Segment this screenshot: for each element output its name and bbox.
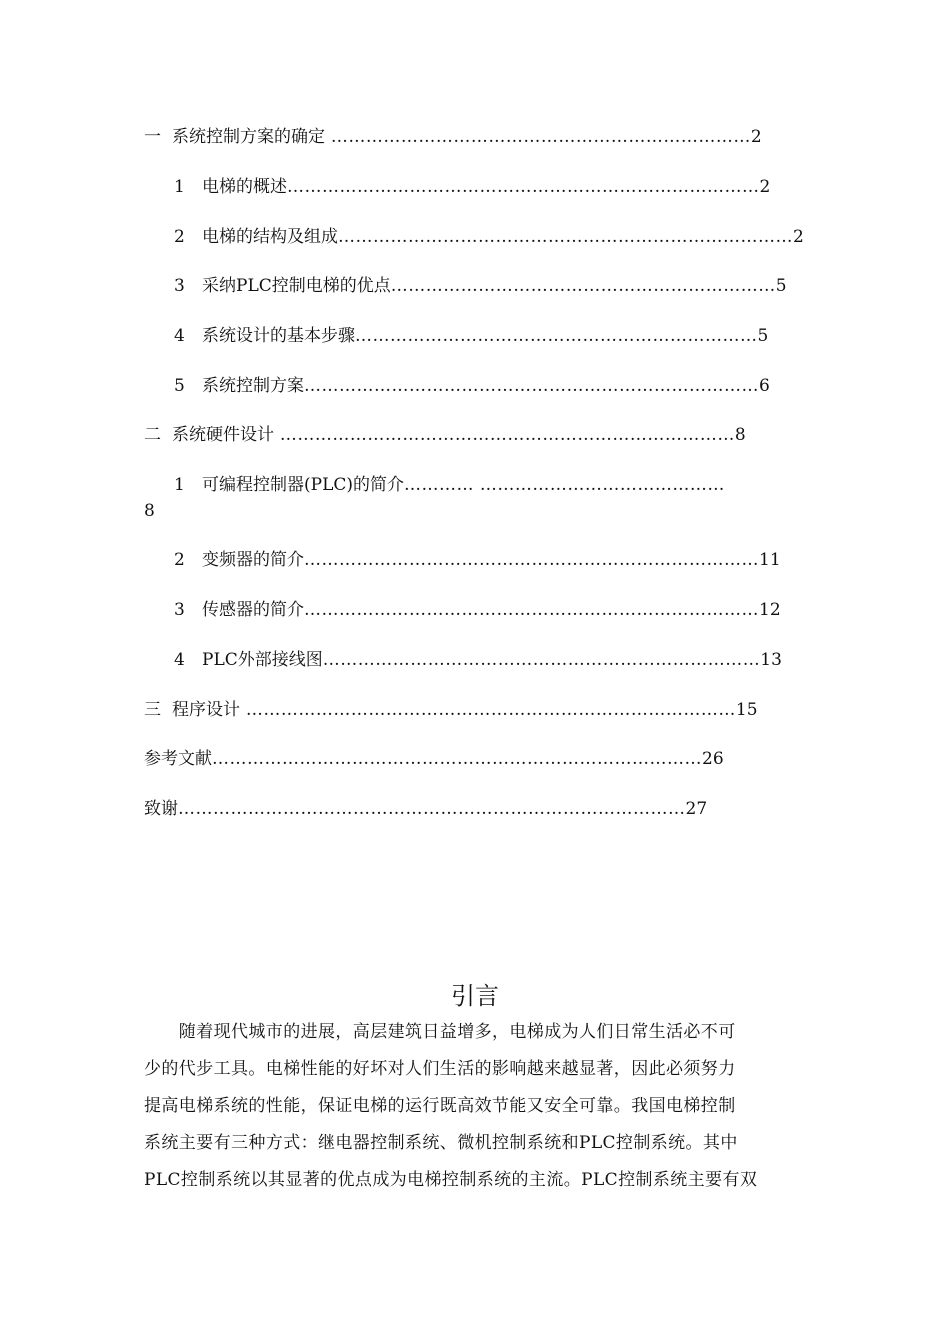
toc-entry[interactable] [174,371,770,401]
toc-entry-page: 11 [759,550,781,570]
introduction-heading: 引言 [451,982,499,1010]
introduction-paragraph [144,1014,808,1199]
toc-entry-title: 电梯的结构及组成 [202,227,338,247]
toc-entry[interactable] [144,744,724,774]
toc-leader-dots: …………………………………………………………………… [338,227,793,247]
toc-leader-dots: …………………………………………………………………… [304,600,759,620]
toc-entry-title: 可编程控制器(PLC)的简介 [202,475,404,495]
toc-entry-page: 26 [702,749,724,769]
toc-entry-page: 27 [685,799,708,819]
toc-entry-title: PLC外部接线图 [202,650,323,670]
toc-entry-title: 系统控制方案 [202,376,304,396]
toc-entry[interactable] [174,470,725,500]
toc-entry-page: 2 [759,177,771,197]
toc-entry-title: 系统控制方案的确定 [172,127,325,147]
toc-entry[interactable] [174,271,787,301]
toc-entry-page: 15 [735,700,758,720]
paragraph-line: 提高电梯系统的性能，保证电梯的运行既高效节能又安全可靠。我国电梯控制 [144,1096,736,1116]
toc-entry[interactable] [144,695,758,725]
toc-entry-page: 8 [144,501,155,521]
toc-entry-page: 5 [757,326,769,346]
toc-leader-dots: …………………………………………………………… [355,326,758,346]
toc-entry-number: 4 [174,326,185,346]
toc-entry[interactable] [174,321,768,351]
toc-entry-number: 4 [174,650,185,670]
toc-entry-title: 系统硬件设计 [172,425,274,445]
toc-entry-number: 3 [174,600,185,620]
toc-entry-page: 5 [775,276,787,296]
toc-leader-dots: ……………………………………………………………… [325,127,751,147]
toc-entry-title: 参考文献 [144,749,212,769]
toc-leader-dots: ………………………………………………………………………… [212,749,702,769]
paragraph-line: 系统主要有三种方式：继电器控制系统、微机控制系统和PLC控制系统。其中 [144,1133,738,1153]
toc-entry-number: 1 [174,475,185,495]
toc-entry[interactable] [144,794,707,824]
toc-entry[interactable] [174,222,804,252]
toc-entry-title: 变频器的简介 [202,550,304,570]
toc-entry-title: 采纳PLC控制电梯的优点 [202,276,391,296]
toc-entry[interactable] [174,172,770,202]
toc-entry-number: 2 [174,550,185,570]
toc-entry-page: 12 [759,600,781,620]
toc-entry[interactable] [144,420,746,450]
toc-entry-number: 3 [174,276,185,296]
paragraph-line: PLC控制系统以其显著的优点成为电梯控制系统的主流。PLC控制系统主要有双 [144,1170,758,1190]
toc-leader-dots: ………………………………………………………………………… [240,700,736,720]
toc-leader-dots: ………………………………………………………………… [322,650,761,670]
toc-leader-dots: …………………………………………………………………… [274,425,735,445]
toc-entry[interactable] [174,595,781,625]
toc-entry-page: 2 [793,227,804,247]
toc-entry-page: 2 [750,127,762,147]
toc-entry-title: 致谢 [144,799,178,819]
toc-entry-title: 系统设计的基本步骤 [202,326,355,346]
toc-entry-page: 8 [734,425,746,445]
toc-entry-title: 电梯的概述 [202,177,287,197]
toc-leader-dots: …………………………………………………………………… [304,376,759,396]
toc-leader-dots: ……………………………………………………………………… [287,177,760,197]
toc-entry-title: 传感器的简介 [202,600,304,620]
toc-entry-number: 1 [174,177,185,197]
toc-entry[interactable] [174,545,781,575]
toc-leader-dots: …………………………………………………………………… [304,550,759,570]
toc-entry[interactable] [144,122,762,152]
toc-entry[interactable] [174,645,782,675]
toc-leader-dots: …………………………………………………………………………… [178,799,686,819]
toc-entry-title: 程序设计 [172,700,240,720]
toc-entry-number: 一 [144,127,161,147]
paragraph-line: 少的代步工具。电梯性能的好坏对人们生活的影响越来越显著，因此必须努力 [144,1059,736,1079]
toc-entry-page: 6 [759,376,770,396]
toc-entry-number: 三 [144,700,161,720]
toc-leader-dots: ………… …………………………………… [404,475,725,495]
toc-leader-dots: ………………………………………………………… [390,276,776,296]
toc-entry-page: 13 [760,650,782,670]
toc-entry-number: 二 [144,425,161,445]
toc-entry-number: 2 [174,227,185,247]
paragraph-line: 随着现代城市的进展，高层建筑日益增多，电梯成为人们日常生活必不可 [144,1022,736,1042]
toc-entry-number: 5 [174,376,185,396]
